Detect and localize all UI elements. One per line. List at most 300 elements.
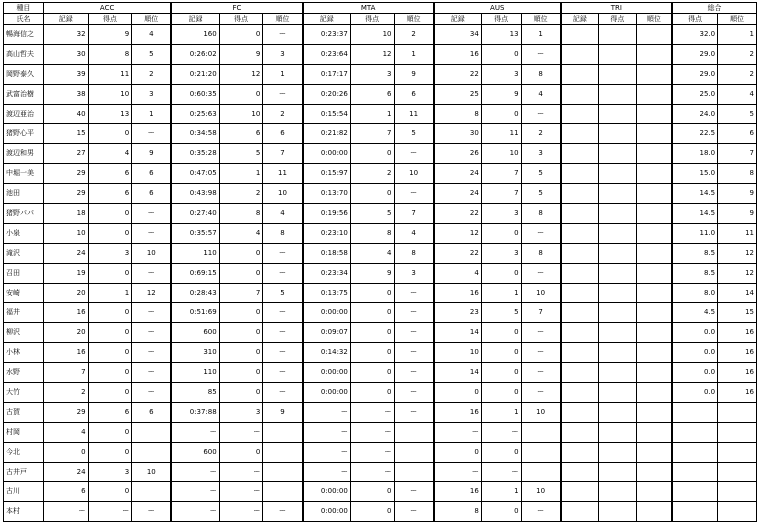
fc-record-cell: 0:21:20	[171, 64, 219, 84]
fc-points-cell: 0	[219, 303, 263, 323]
fc-points-cell: 0	[219, 84, 263, 104]
total-points-header: 得点	[672, 14, 718, 25]
acc-rank-cell: ー	[132, 323, 172, 343]
total-rank-cell: 2	[718, 44, 757, 64]
fc-rank-cell: 7	[263, 144, 303, 164]
aus-record-cell: 30	[434, 124, 482, 144]
acc-points-cell: 0	[88, 422, 132, 442]
tri-rank-cell	[636, 204, 672, 224]
tri-rank-cell	[636, 343, 672, 363]
aus-points-cell: 0	[481, 383, 521, 403]
total-rank-cell: 6	[718, 124, 757, 144]
tri-rank-cell	[636, 323, 672, 343]
mta-points-cell: 8	[350, 223, 394, 243]
aus-points-cell: 9	[481, 84, 521, 104]
acc-record-cell: ー	[43, 502, 88, 522]
fc-points-cell: 0	[219, 25, 263, 45]
fc-points-cell: 0	[219, 243, 263, 263]
table-row	[4, 164, 757, 184]
total-rank-cell: 9	[718, 184, 757, 204]
athlete-name-cell: 渡辺亜治	[4, 104, 44, 124]
fc-record-cell: 110	[171, 243, 219, 263]
fc-points-cell: 3	[219, 402, 263, 422]
aus-rank-cell: ー	[521, 323, 561, 343]
fc-points-cell: ー	[219, 462, 263, 482]
tri-record-cell	[561, 462, 599, 482]
aus-rank-cell: 5	[521, 184, 561, 204]
total-rank-cell: 16	[718, 343, 757, 363]
mta-points-cell: 0	[350, 343, 394, 363]
mta-rank-cell: ー	[394, 363, 434, 383]
acc-points-cell: 1	[88, 283, 132, 303]
mta-points-cell: ー	[350, 422, 394, 442]
tri-rank-cell	[636, 263, 672, 283]
aus-rank-cell: ー	[521, 223, 561, 243]
aus-points-cell: 1	[481, 482, 521, 502]
table-row	[4, 64, 757, 84]
table-row	[4, 283, 757, 303]
mta-rank-cell: 4	[394, 223, 434, 243]
mta-record-cell: 0:19:56	[303, 204, 351, 224]
aus-record-cell: 26	[434, 144, 482, 164]
total-points-cell: 14.5	[672, 204, 718, 224]
tri-record-cell	[561, 303, 599, 323]
mta-rank-cell: 1	[394, 44, 434, 64]
acc-rank-cell: 10	[132, 462, 172, 482]
tri-points-cell	[598, 84, 636, 104]
total-rank-cell: 15	[718, 303, 757, 323]
aus-record-cell: 12	[434, 223, 482, 243]
aus-points-cell: 10	[481, 144, 521, 164]
total-rank-cell: 11	[718, 223, 757, 243]
fc-record-cell: 0:43:98	[171, 184, 219, 204]
mta-points-cell: ー	[350, 402, 394, 422]
tri-rank-cell	[636, 44, 672, 64]
fc-record-cell: ー	[171, 462, 219, 482]
acc-points-cell: 6	[88, 184, 132, 204]
fc-record-cell: 0:34:58	[171, 124, 219, 144]
fc-rank-header: 順位	[263, 14, 303, 25]
table-row	[4, 363, 757, 383]
tri-points-header: 得点	[598, 14, 636, 25]
tri-record-cell	[561, 204, 599, 224]
mta-rank-cell: 7	[394, 204, 434, 224]
tri-rank-cell	[636, 124, 672, 144]
acc-points-cell: 0	[88, 124, 132, 144]
mta-points-cell: 0	[350, 283, 394, 303]
aus-points-cell: ー	[481, 462, 521, 482]
tri-rank-cell	[636, 383, 672, 403]
corner-bottom-cell: 氏名	[4, 14, 44, 25]
tri-points-cell	[598, 144, 636, 164]
fc-points-cell: 0	[219, 323, 263, 343]
table-row	[4, 303, 757, 323]
acc-rank-cell: 2	[132, 64, 172, 84]
aus-rank-cell: 2	[521, 124, 561, 144]
fc-rank-cell: ー	[263, 323, 303, 343]
tri-points-cell	[598, 44, 636, 64]
aus-rank-cell: ー	[521, 363, 561, 383]
acc-points-cell: ー	[88, 502, 132, 522]
aus-record-cell: 16	[434, 283, 482, 303]
acc-record-cell: 38	[43, 84, 88, 104]
total-rank-cell	[718, 422, 757, 442]
aus-record-cell: 22	[434, 204, 482, 224]
tri-points-cell	[598, 204, 636, 224]
total-points-cell: 29.0	[672, 64, 718, 84]
fc-points-cell: ー	[219, 422, 263, 442]
aus-rank-cell: 10	[521, 402, 561, 422]
fc-rank-cell: ー	[263, 343, 303, 363]
acc-record-cell: 40	[43, 104, 88, 124]
fc-rank-cell: 8	[263, 223, 303, 243]
fc-record-cell: ー	[171, 422, 219, 442]
total-rank-cell	[718, 502, 757, 522]
aus-record-cell: 10	[434, 343, 482, 363]
acc-record-cell: 24	[43, 462, 88, 482]
tri-record-cell	[561, 323, 599, 343]
acc-rank-cell: 12	[132, 283, 172, 303]
acc-record-cell: 4	[43, 422, 88, 442]
tri-points-cell	[598, 402, 636, 422]
acc-rank-cell: 6	[132, 164, 172, 184]
total-rank-cell: 4	[718, 84, 757, 104]
aus-points-cell: 7	[481, 164, 521, 184]
fc-record-cell: 0:27:40	[171, 204, 219, 224]
results-body	[4, 25, 757, 522]
tri-points-cell	[598, 323, 636, 343]
tri-rank-cell	[636, 303, 672, 323]
table-row	[4, 124, 757, 144]
total-points-cell: 0.0	[672, 343, 718, 363]
event-mta-header: MTA	[303, 3, 434, 14]
fc-record-cell: 0:51:69	[171, 303, 219, 323]
fc-points-cell: 0	[219, 442, 263, 462]
table-row	[4, 44, 757, 64]
mta-rank-cell	[394, 462, 434, 482]
tri-record-cell	[561, 402, 599, 422]
table-row	[4, 402, 757, 422]
fc-record-cell: 160	[171, 25, 219, 45]
fc-rank-cell: ー	[263, 383, 303, 403]
fc-points-cell: 12	[219, 64, 263, 84]
aus-rank-cell	[521, 462, 561, 482]
sub-header-row	[4, 14, 757, 25]
fc-points-cell: 0	[219, 263, 263, 283]
fc-points-cell: 7	[219, 283, 263, 303]
acc-record-cell: 16	[43, 343, 88, 363]
tri-rank-cell	[636, 442, 672, 462]
acc-points-cell: 0	[88, 442, 132, 462]
event-tri-header: TRI	[561, 3, 672, 14]
acc-points-cell: 0	[88, 383, 132, 403]
tri-record-cell	[561, 223, 599, 243]
table-row	[4, 25, 757, 45]
mta-points-cell: 12	[350, 44, 394, 64]
mta-points-cell: ー	[350, 462, 394, 482]
table-row	[4, 462, 757, 482]
total-rank-cell: 12	[718, 243, 757, 263]
fc-points-cell: 2	[219, 184, 263, 204]
athlete-name-cell: 高山哲夫	[4, 44, 44, 64]
acc-record-cell: 24	[43, 243, 88, 263]
athlete-name-cell: 渡辺和男	[4, 144, 44, 164]
aus-points-cell: 13	[481, 25, 521, 45]
mta-record-cell: 0:13:70	[303, 184, 351, 204]
aus-record-cell: 16	[434, 482, 482, 502]
mta-record-cell: 0:15:54	[303, 104, 351, 124]
mta-rank-cell: 6	[394, 84, 434, 104]
aus-rank-cell: 10	[521, 283, 561, 303]
total-rank-cell	[718, 442, 757, 462]
mta-points-cell: 1	[350, 104, 394, 124]
mta-record-cell: 0:23:64	[303, 44, 351, 64]
mta-rank-cell: 2	[394, 25, 434, 45]
athlete-name-cell: 猪野パパ	[4, 204, 44, 224]
aus-record-header: 記録	[434, 14, 482, 25]
total-points-cell	[672, 422, 718, 442]
aus-record-cell: 22	[434, 64, 482, 84]
total-points-cell: 29.0	[672, 44, 718, 64]
acc-points-cell: 11	[88, 64, 132, 84]
acc-rank-cell: ー	[132, 303, 172, 323]
total-points-cell: 15.0	[672, 164, 718, 184]
tri-record-cell	[561, 25, 599, 45]
mta-rank-cell: ー	[394, 303, 434, 323]
fc-rank-cell: 10	[263, 184, 303, 204]
tri-points-cell	[598, 223, 636, 243]
table-row	[4, 243, 757, 263]
tri-points-cell	[598, 164, 636, 184]
fc-rank-cell: 1	[263, 64, 303, 84]
tri-points-cell	[598, 363, 636, 383]
mta-record-cell: 0:09:07	[303, 323, 351, 343]
tri-points-cell	[598, 383, 636, 403]
aus-rank-cell	[521, 422, 561, 442]
tri-points-cell	[598, 184, 636, 204]
tri-record-cell	[561, 363, 599, 383]
total-rank-cell: 7	[718, 144, 757, 164]
tri-rank-cell	[636, 402, 672, 422]
mta-record-cell: 0:00:00	[303, 303, 351, 323]
mta-points-cell: 0	[350, 184, 394, 204]
mta-rank-cell: ー	[394, 144, 434, 164]
tri-record-cell	[561, 144, 599, 164]
total-rank-cell: 2	[718, 64, 757, 84]
acc-rank-cell: ー	[132, 263, 172, 283]
mta-record-cell: 0:21:82	[303, 124, 351, 144]
tri-points-cell	[598, 104, 636, 124]
fc-record-cell: 600	[171, 323, 219, 343]
aus-points-cell: 0	[481, 223, 521, 243]
acc-record-cell: 29	[43, 184, 88, 204]
acc-record-cell: 7	[43, 363, 88, 383]
event-aus-header: AUS	[434, 3, 561, 14]
fc-record-cell: 600	[171, 442, 219, 462]
total-points-cell	[672, 442, 718, 462]
tri-record-cell	[561, 184, 599, 204]
fc-record-cell: 0:28:43	[171, 283, 219, 303]
mta-record-cell: 0:15:97	[303, 164, 351, 184]
acc-points-cell: 0	[88, 204, 132, 224]
mta-points-cell: 4	[350, 243, 394, 263]
table-row	[4, 84, 757, 104]
acc-rank-cell: ー	[132, 383, 172, 403]
fc-points-cell: 0	[219, 383, 263, 403]
aus-record-cell: 24	[434, 184, 482, 204]
aus-record-cell: 24	[434, 164, 482, 184]
athlete-name-cell: 柳沢	[4, 323, 44, 343]
acc-rank-cell	[132, 482, 172, 502]
mta-record-cell: 0:14:32	[303, 343, 351, 363]
acc-points-cell: 8	[88, 44, 132, 64]
acc-rank-cell	[132, 442, 172, 462]
fc-rank-cell: ー	[263, 243, 303, 263]
acc-record-cell: 0	[43, 442, 88, 462]
aus-rank-cell: 4	[521, 84, 561, 104]
table-row	[4, 442, 757, 462]
aus-points-cell: 0	[481, 323, 521, 343]
aus-points-cell: 1	[481, 283, 521, 303]
mta-record-cell: 0:00:00	[303, 502, 351, 522]
aus-record-cell: 22	[434, 243, 482, 263]
tri-rank-cell	[636, 462, 672, 482]
tri-record-cell	[561, 283, 599, 303]
aus-record-cell: 25	[434, 84, 482, 104]
athlete-name-cell: 本村	[4, 502, 44, 522]
total-rank-cell	[718, 402, 757, 422]
athlete-name-cell: 古井戸	[4, 462, 44, 482]
tri-rank-cell	[636, 283, 672, 303]
mta-points-cell: 0	[350, 502, 394, 522]
tri-record-cell	[561, 442, 599, 462]
aus-record-cell: 16	[434, 44, 482, 64]
tri-points-cell	[598, 243, 636, 263]
table-row	[4, 482, 757, 502]
table-row	[4, 184, 757, 204]
acc-record-cell: 18	[43, 204, 88, 224]
acc-rank-cell: 6	[132, 184, 172, 204]
mta-rank-cell: ー	[394, 283, 434, 303]
tri-record-header: 記録	[561, 14, 599, 25]
aus-rank-cell: ー	[521, 104, 561, 124]
aus-rank-cell: ー	[521, 343, 561, 363]
fc-rank-cell: ー	[263, 303, 303, 323]
total-rank-cell: 8	[718, 164, 757, 184]
acc-rank-cell: 5	[132, 44, 172, 64]
event-acc-header: ACC	[43, 3, 171, 14]
aus-rank-cell: 7	[521, 303, 561, 323]
acc-record-cell: 19	[43, 263, 88, 283]
mta-points-cell: 0	[350, 303, 394, 323]
athlete-name-cell: 武富治樹	[4, 84, 44, 104]
tri-record-cell	[561, 164, 599, 184]
mta-record-cell: 0:00:00	[303, 363, 351, 383]
fc-record-cell: 0:35:28	[171, 144, 219, 164]
tri-record-cell	[561, 422, 599, 442]
acc-record-cell: 15	[43, 124, 88, 144]
fc-record-cell: 310	[171, 343, 219, 363]
total-rank-header: 順位	[718, 14, 757, 25]
tri-rank-cell	[636, 422, 672, 442]
fc-rank-cell	[263, 422, 303, 442]
fc-points-cell: 5	[219, 144, 263, 164]
tri-rank-cell	[636, 144, 672, 164]
acc-points-header: 得点	[88, 14, 132, 25]
mta-points-cell: 0	[350, 144, 394, 164]
acc-record-cell: 16	[43, 303, 88, 323]
mta-points-cell: 9	[350, 263, 394, 283]
table-row	[4, 383, 757, 403]
table-row	[4, 422, 757, 442]
acc-points-cell: 6	[88, 164, 132, 184]
mta-record-cell: ー	[303, 442, 351, 462]
total-points-cell	[672, 462, 718, 482]
total-points-cell: 0.0	[672, 323, 718, 343]
fc-rank-cell	[263, 442, 303, 462]
mta-points-cell: 0	[350, 383, 394, 403]
table-row	[4, 502, 757, 522]
total-points-cell	[672, 402, 718, 422]
mta-points-cell: 0	[350, 363, 394, 383]
mta-record-cell: 0:20:26	[303, 84, 351, 104]
acc-rank-cell: 10	[132, 243, 172, 263]
mta-rank-cell: 3	[394, 263, 434, 283]
fc-record-header: 記録	[171, 14, 219, 25]
tri-points-cell	[598, 303, 636, 323]
tri-record-cell	[561, 482, 599, 502]
total-rank-cell: 5	[718, 104, 757, 124]
tri-points-cell	[598, 283, 636, 303]
total-points-cell	[672, 482, 718, 502]
total-points-cell: 24.0	[672, 104, 718, 124]
total-points-cell: 18.0	[672, 144, 718, 164]
mta-points-cell: 0	[350, 482, 394, 502]
tri-rank-cell	[636, 502, 672, 522]
fc-points-cell: 1	[219, 164, 263, 184]
mta-record-cell: 0:17:17	[303, 64, 351, 84]
aus-record-cell: 0	[434, 383, 482, 403]
aus-record-cell: 14	[434, 323, 482, 343]
mta-points-cell: 5	[350, 204, 394, 224]
fc-record-cell: ー	[171, 482, 219, 502]
total-points-cell: 11.0	[672, 223, 718, 243]
tri-rank-cell	[636, 25, 672, 45]
tri-points-cell	[598, 422, 636, 442]
fc-record-cell: 0:69:15	[171, 263, 219, 283]
mta-record-cell: 0:13:75	[303, 283, 351, 303]
event-total-header: 総合	[672, 3, 757, 14]
tri-points-cell	[598, 442, 636, 462]
total-rank-cell: 16	[718, 363, 757, 383]
acc-points-cell: 0	[88, 323, 132, 343]
total-rank-cell: 14	[718, 283, 757, 303]
mta-record-cell: 0:23:10	[303, 223, 351, 243]
fc-rank-cell: ー	[263, 263, 303, 283]
tri-rank-cell	[636, 84, 672, 104]
mta-record-cell: 0:23:34	[303, 263, 351, 283]
athlete-name-cell: 福井	[4, 303, 44, 323]
mta-rank-cell: ー	[394, 482, 434, 502]
aus-points-cell: ー	[481, 422, 521, 442]
fc-rank-cell: 5	[263, 283, 303, 303]
total-points-cell	[672, 502, 718, 522]
corner-top-cell: 種目	[4, 3, 44, 14]
total-rank-cell: 16	[718, 323, 757, 343]
mta-rank-cell: ー	[394, 383, 434, 403]
aus-record-cell: 16	[434, 402, 482, 422]
table-row	[4, 263, 757, 283]
